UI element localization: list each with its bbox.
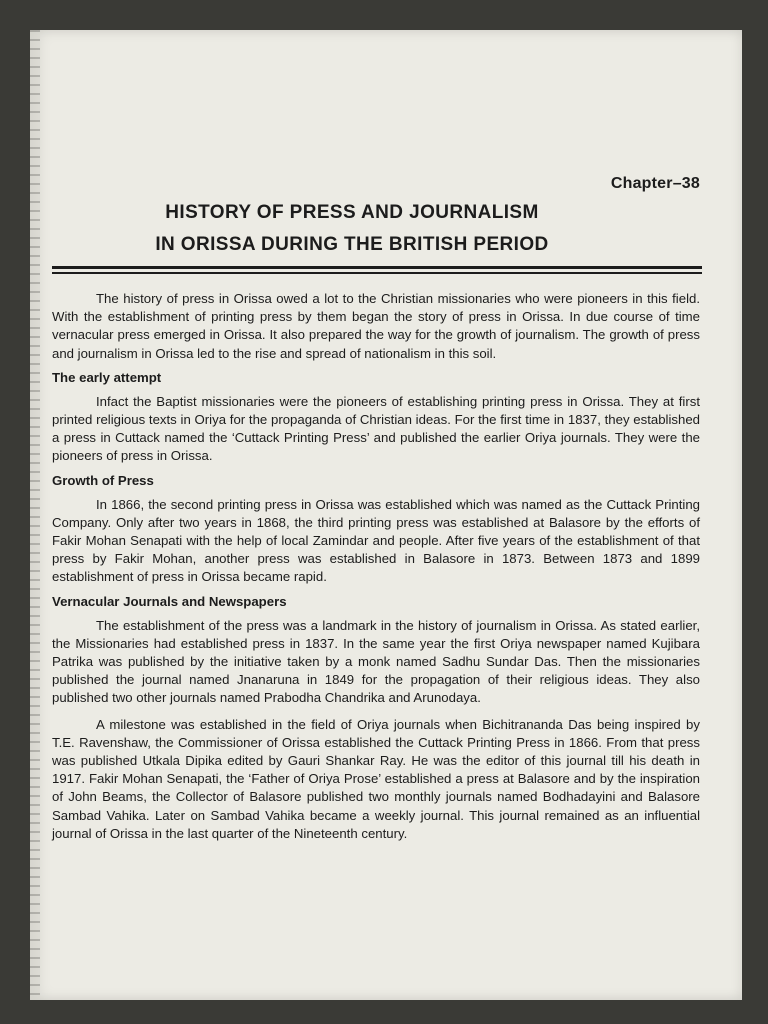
vernacular-journals-paragraph-1: The establishment of the press was a landmark in the history of journalism in Orissa. As stated earlier, the Missionaries had established press in 1837. In the same year the first Oriya newspaper named Kujibara Patrika was published by the initiative taken by a monk named Sadhu Sundar Das. Then the missionaries published the journal named Jnanaruna in 1849 for the propagation of their religious ideas. They also published two other journals named Prabodha Chandrika and Arunodaya. (52, 617, 700, 706)
book-page (30, 30, 742, 1000)
chapter-title-line-2: IN ORISSA DURING THE BRITISH PERIOD (155, 234, 549, 255)
section-heading-vernacular-journals: Vernacular Journals and Newspapers (52, 593, 287, 609)
early-attempt-paragraph: Infact the Baptist missionaries were the pioneers of establishing printing press in Orissa. They at first printed religious texts in Oriya for the propaganda of Christian ideas. For the first time in 1837, they established a press in Cuttack named the ‘Cuttack Printing Press’ and published the earlier Oriya journals. They were the pioneers of press in Orissa. (52, 393, 700, 464)
section-heading-early-attempt: The early attempt (52, 369, 162, 385)
section-heading-growth-of-press: Growth of Press (52, 472, 154, 488)
chapter-title-line-1: HISTORY OF PRESS AND JOURNALISM (165, 202, 539, 223)
growth-of-press-paragraph: In 1866, the second printing press in Orissa was established which was named as the Cuttack Printing Company. Only after two years in 1868, the third printing press was established at Balasore by the efforts of Fakir Mohan Senapati with the help of local Zamindar and people. After five years of the establishment of that press by Fakir Mohan, another press was established in Balasore in 1873. Between 1873 and 1899 establishment of press in Orissa became rapid. (52, 496, 700, 585)
title-rule-thin (52, 272, 702, 274)
chapter-number: Chapter–38 (610, 175, 700, 192)
chapter-body (52, 290, 700, 843)
page-binding-edge (30, 30, 40, 1000)
intro-paragraph: The history of press in Orissa owed a lot to the Christian missionaries who were pioneers in this field. With the establishment of printing press by them began the story of press in Orissa. In due course of time vernacular press emerged in Orissa. It also prepared the way for the growth of journalism. The growth of press and journalism in Orissa led to the rise and spread of nationalism in this soil. (52, 291, 700, 361)
vernacular-journals-paragraph-2: A milestone was established in the field of Oriya journals when Bichitrananda Das being inspired by T.E. Ravenshaw, the Commissioner of Orissa established the Cuttack Printing Press in 1866. From that press was published Utkala Dipika edited by Gauri Shankar Ray. He was the editor of this journal till his death in 1917. Fakir Mohan Senapati, the ‘Father of Oriya Prose’ established a press at Balasore and by the inspiration of John Beams, the Collector of Balasore published two monthly journals named Bodhadayini and Balasore Sambad Vahika. Later on Sambad Vahika became a weekly journal. This journal remained as an influential journal of Orissa in the last quarter of the Nineteenth century. (52, 716, 700, 841)
title-rule-thick (52, 266, 702, 269)
